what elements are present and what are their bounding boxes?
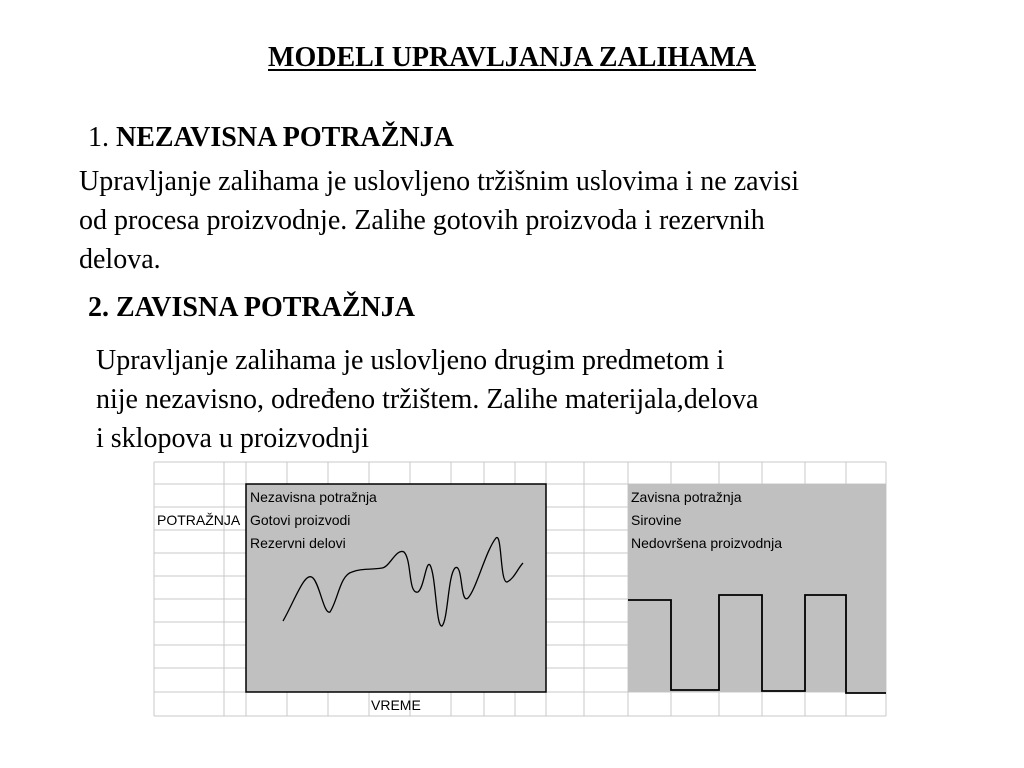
section2-line-3: i sklopova u proizvodnji xyxy=(96,423,369,454)
page-title: MODELI UPRAVLJANJA ZALIHAMA xyxy=(268,42,756,73)
y-axis-label: POTRAŽNJA xyxy=(157,512,241,528)
left-panel-line-3: Rezervni delovi xyxy=(250,535,346,551)
section2-heading: 2. ZAVISNA POTRAŽNJA xyxy=(88,292,415,323)
section1-line-3: delova. xyxy=(79,244,161,275)
left-panel-line-2: Gotovi proizvodi xyxy=(250,512,351,528)
right-panel-line-1: Zavisna potražnja xyxy=(631,489,742,505)
left-panel-line-1: Nezavisna potražnja xyxy=(250,489,377,505)
section2-line-1: Upravljanje zalihama je uslovljeno drugim predmetom i xyxy=(96,345,725,376)
section1-number: 1. xyxy=(88,122,109,153)
section1-heading-text: NEZAVISNA POTRAŽNJA xyxy=(116,122,454,153)
section1-line-2: od procesa proizvodnje. Zalihe gotovih proizvoda i rezervnih xyxy=(79,205,765,236)
right-panel-line-3: Nedovršena proizvodnja xyxy=(631,535,782,551)
section1-line-1: Upravljanje zalihama je uslovljeno tržišnim uslovima i ne zavisi xyxy=(79,166,800,197)
right-panel-line-2: Sirovine xyxy=(631,512,682,528)
section2-line-2: nije nezavisno, određeno tržištem. Zalihe materijala,delova xyxy=(96,384,759,415)
x-axis-label: VREME xyxy=(371,697,421,713)
